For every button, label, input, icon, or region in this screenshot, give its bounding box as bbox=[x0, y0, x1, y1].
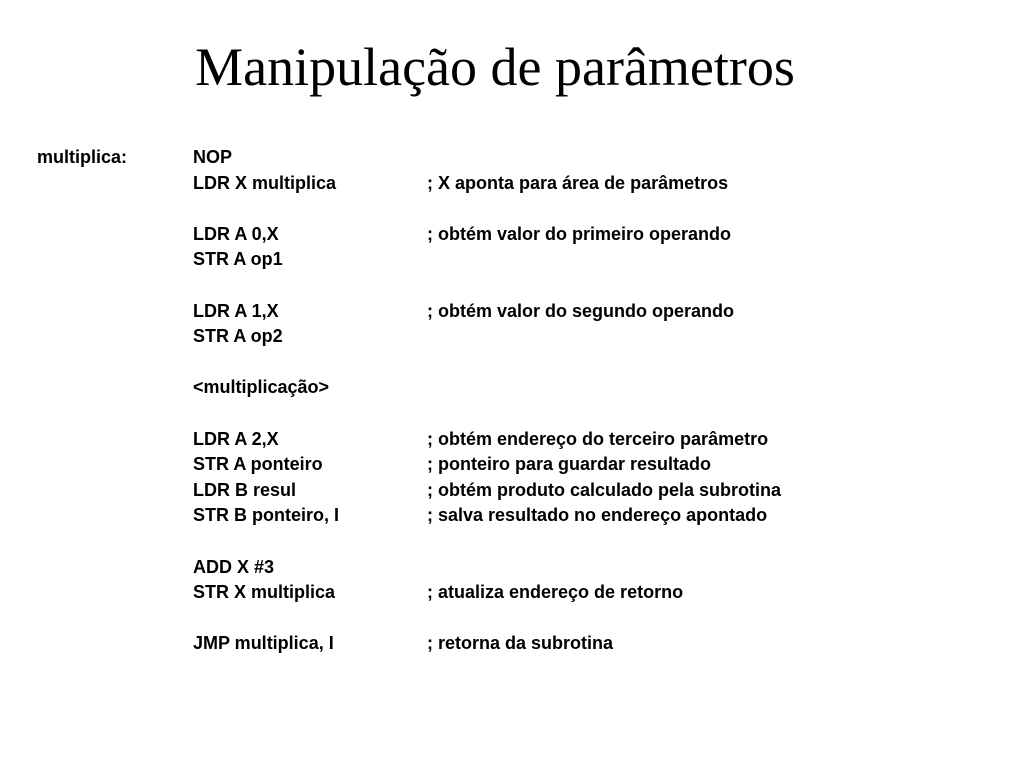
code-instruction: LDR B resul bbox=[193, 479, 297, 500]
code-instruction: JMP multiplica, I bbox=[193, 633, 334, 654]
code-instruction: ADD X #3 bbox=[193, 556, 275, 577]
code-comment: ; ponteiro para guardar resultado bbox=[427, 454, 712, 475]
code-comment: ; obtém produto calculado pela subrotina bbox=[427, 479, 782, 500]
code-comment: ; retorna da subrotina bbox=[427, 633, 614, 654]
code-instruction: STR X multiplica bbox=[193, 582, 336, 603]
code-instruction: NOP bbox=[193, 147, 233, 167]
code-comment: ; atualiza endereço de retorno bbox=[427, 582, 684, 603]
code-instruction: LDR X multiplica bbox=[193, 172, 337, 193]
code-comment: ; obtém endereço do terceiro parâmetro bbox=[427, 428, 769, 449]
slide-title: Manipulação de parâmetros bbox=[195, 37, 795, 97]
code-comment: ; obtém valor do primeiro operando bbox=[427, 223, 732, 244]
code-instruction: <multiplicação> bbox=[193, 377, 330, 398]
code-comment: ; obtém valor do segundo operando bbox=[427, 300, 735, 321]
code-instruction: STR A op1 bbox=[193, 249, 283, 270]
code-instruction: LDR A 1,X bbox=[193, 300, 279, 321]
code-comment: ; salva resultado no endereço apontado bbox=[427, 505, 768, 526]
code-instruction: LDR A 0,X bbox=[193, 223, 279, 244]
code-comment: ; X aponta para área de parâmetros bbox=[427, 172, 729, 193]
code-label: multiplica: bbox=[37, 147, 128, 167]
code-instruction: STR A ponteiro bbox=[193, 454, 323, 475]
code-instruction: STR B ponteiro, I bbox=[193, 505, 339, 526]
code-instruction: STR A op2 bbox=[193, 326, 283, 347]
code-instruction: LDR A 2,X bbox=[193, 428, 279, 449]
